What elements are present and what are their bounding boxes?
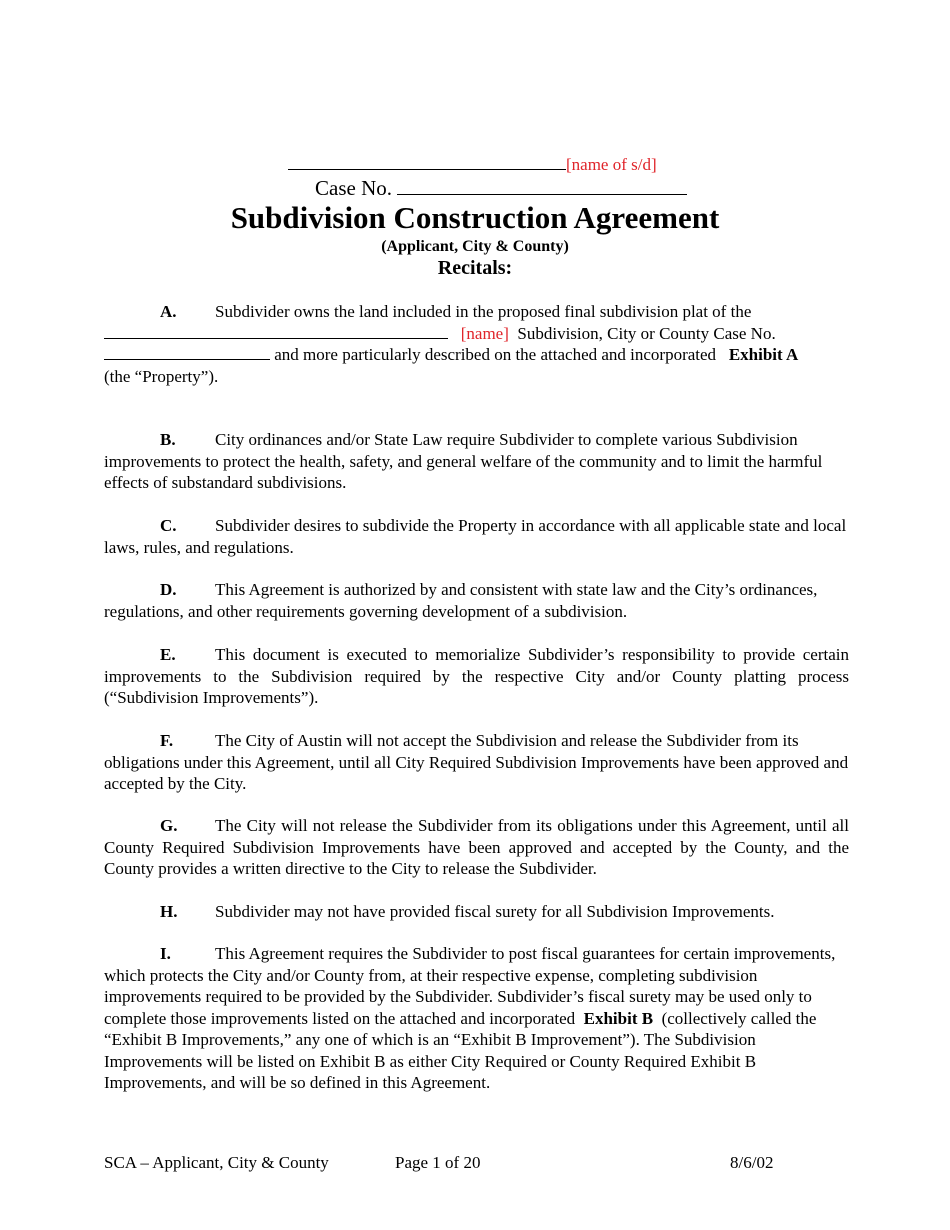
recital-letter: I. <box>160 944 171 963</box>
recital-text: City ordinances and/or State Law require Subdivider to complete various Subdivision improvements to protect the health, safety, and general welfare of the community and to limit the harmful effects of substandard subdivisions. <box>104 430 823 492</box>
section-heading: Recitals: <box>437 257 513 279</box>
recital-text: Subdivider owns the land included in the proposed final subdivision plat of the <box>215 302 752 321</box>
case-number-line <box>315 176 687 201</box>
case-number-blank <box>397 176 687 195</box>
recital-g <box>104 815 849 880</box>
recital-text: The City will not release the Subdivider from its obligations under this Agreement, until all County Required Subdivision Improvements have been approved and accepted by the County, and the County provides a written directive to the City to release the Subdivider. <box>104 816 849 878</box>
recital-letter: G. <box>160 816 178 835</box>
recital-a <box>104 301 849 387</box>
recital-h <box>104 901 849 923</box>
case-number-blank <box>104 345 270 360</box>
recital-a-line2 <box>104 323 849 345</box>
recital-text: Subdivider desires to subdivide the Property in accordance with all applicable state and local laws, rules, and regulations. <box>104 516 847 557</box>
recital-text: The City of Austin will not accept the Subdivision and release the Subdivider from its obligations under this Agreement, until all City Required Subdivision Improvements have been approved and accepted by the City. <box>104 731 849 793</box>
recital-text: This Agreement is authorized by and consistent with state law and the City’s ordinances, regulations, and other requirements governing development of a subdivision. <box>104 580 818 621</box>
recital-letter: A. <box>160 302 177 321</box>
recital-a-line4 <box>104 366 849 388</box>
recital-e <box>104 644 849 709</box>
subdivision-name-blank <box>104 324 448 339</box>
exhibit-reference: Exhibit A <box>728 345 799 364</box>
document-title: Subdivision Construction Agreement <box>230 200 720 235</box>
recital-text: This Agreement requires the Subdivider to post fiscal guarantees for certain improvements, which protects the City and/or County from, at their respective expense, completing subdivision improvements required to be provided by the Subdivider. Subdivider’s fiscal surety may be used only to complete those improvements listed on the attached and incorporated <box>104 944 836 1028</box>
recital-letter: C. <box>160 516 177 535</box>
name-blank <box>288 155 566 170</box>
subdivision-name-line <box>288 155 657 175</box>
recital-c <box>104 515 849 558</box>
recital-letter: H. <box>160 902 178 921</box>
recital-a-line3 <box>104 344 849 366</box>
document-subtitle: (Applicant, City & County) <box>381 238 569 255</box>
recital-letter: E. <box>160 645 176 664</box>
recital-letter: B. <box>160 430 176 449</box>
recital-letter: F. <box>160 731 174 750</box>
recital-text: (collectively called the “Exhibit B Improvements,” any one of which is an “Exhibit B Improvement”). The Subdivision Improvements will be listed on Exhibit B as either City Required or County Required Exhibit B Improvements, and will be so defined in this Agreement. <box>104 1008 817 1092</box>
footer-page-number: Page 1 of 20 <box>395 1153 481 1172</box>
recital-text: and more particularly described on the attached and incorporated <box>274 345 717 364</box>
recital-i <box>104 943 849 1094</box>
recital-text: Subdivider may not have provided fiscal surety for all Subdivision Improvements. <box>215 902 775 921</box>
recital-f <box>104 730 849 795</box>
footer-date: 8/6/02 <box>730 1153 774 1172</box>
exhibit-reference: Exhibit B <box>583 1008 654 1028</box>
case-label: Case No. <box>315 176 392 200</box>
name-placeholder: [name] <box>460 323 509 343</box>
recital-text: Subdivision, City or County Case No. <box>517 323 776 343</box>
recital-d <box>104 579 849 622</box>
recital-text: This document is executed to memorialize Subdivider’s responsibility to provide certain improvements to the Subdivision required by the respective City and/or County platting process (“Subdivision Improvements”). <box>104 645 849 707</box>
recital-a-line1 <box>104 301 849 323</box>
footer-left: SCA – Applicant, City & County <box>104 1153 329 1172</box>
recital-letter: D. <box>160 580 177 599</box>
recital-b <box>104 429 849 494</box>
name-placeholder: [name of s/d] <box>566 155 657 174</box>
recital-text: (the “Property”). <box>104 366 219 386</box>
